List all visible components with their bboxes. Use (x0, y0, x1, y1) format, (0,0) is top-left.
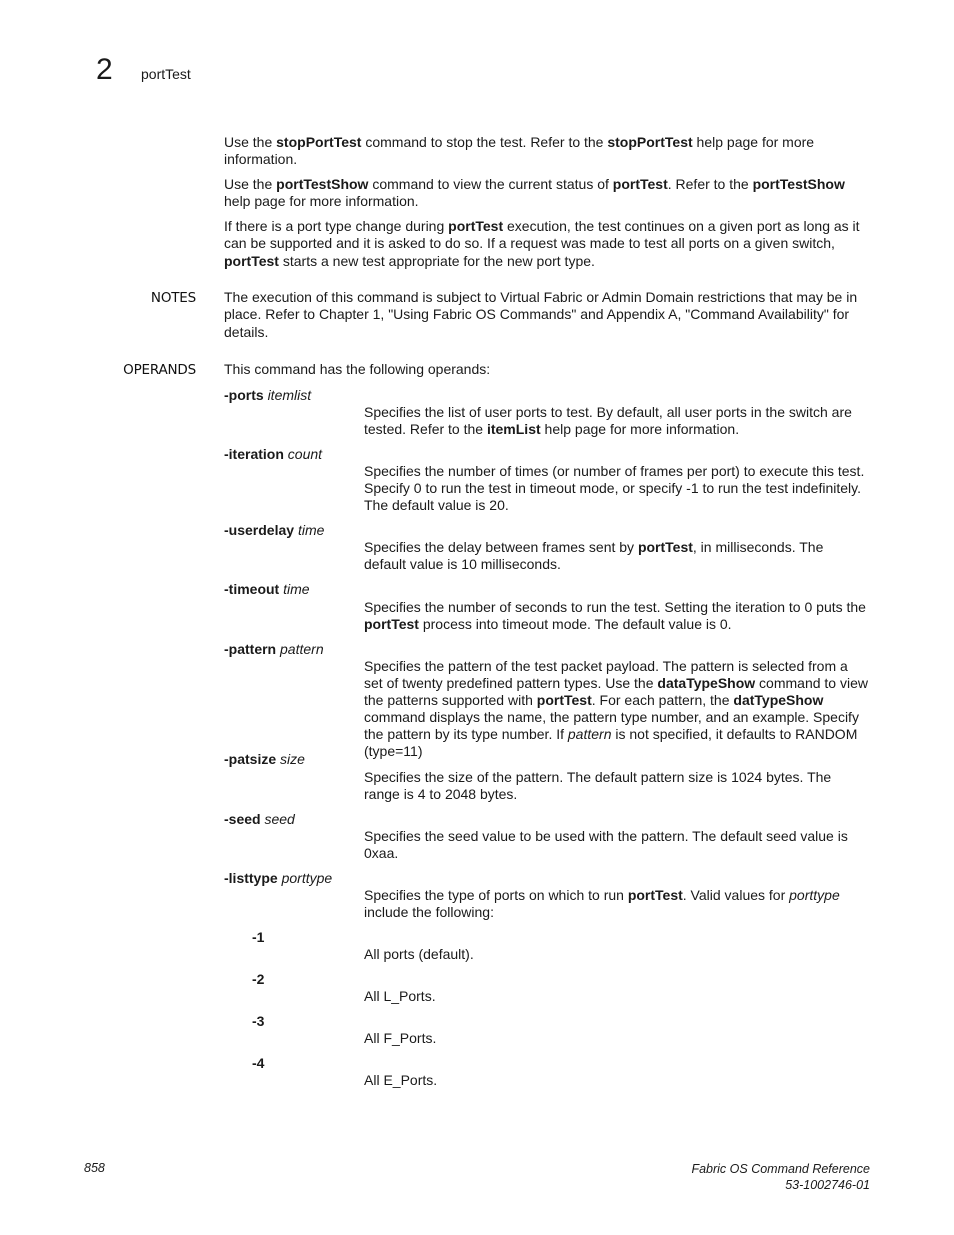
listtype-value-desc: All E_Ports. (364, 1072, 438, 1088)
listtype-value: -1 (252, 929, 265, 945)
doc-title: Fabric OS Command Reference (691, 1162, 870, 1176)
intro-paragraph-2: Use the portTestShow command to view the current status of portTest. Refer to the portTestShow help page for more information. (224, 176, 845, 210)
listtype-value: -4 (252, 1055, 265, 1071)
operand-ports-desc: Specifies the list of user ports to test. By default, all user ports in the switch are tested. Refer to the itemList help page for more information. (364, 404, 852, 437)
listtype-value-desc: All L_Ports. (364, 988, 436, 1004)
operand-seed-desc: Specifies the seed value to be used with the pattern. The default seed value is 0xaa. (364, 828, 848, 861)
operand-iteration-desc: Specifies the number of times (or number of frames per port) to execute this test. Specify 0 to run the test in timeout mode, or specify -1 to run the test indefinitely. The default value is 20. (364, 463, 865, 513)
notes-heading: NOTES (150, 290, 196, 306)
operand-timeout: -timeout time (224, 581, 310, 597)
operand-timeout-desc: Specifies the number of seconds to run the test. Setting the iteration to 0 puts the portTest process into timeout mode. The default value is 0. (364, 599, 866, 632)
intro-paragraph-1: Use the stopPortTest command to stop the test. Refer to the stopPortTest help page for more information. (224, 134, 815, 168)
intro-paragraph-3: If there is a port type change during portTest execution, the test continues on a given port as long as it can be supported and it is asked to do so. If a request was made to test all ports on a given switch, portTest starts a new test appropriate for the new port type. (224, 218, 860, 269)
footer-doc-info (691, 1161, 870, 1193)
operand-listtype: -listtype porttype (224, 870, 333, 886)
listtype-value-desc: All F_Ports. (364, 1030, 437, 1046)
listtype-value-desc: All ports (default). (364, 946, 474, 962)
operands-heading: OPERANDS (123, 362, 196, 378)
operand-patsize: -patsize size (224, 751, 305, 767)
operand-patsize-desc: Specifies the size of the pattern. The default pattern size is 1024 bytes. The range is 4 to 2048 bytes. (364, 769, 832, 802)
chapter-number: 2 (96, 53, 113, 86)
operands-intro: This command has the following operands: (224, 361, 491, 377)
chapter-title: portTest (141, 66, 191, 82)
listtype-value: -3 (252, 1013, 265, 1029)
doc-number: 53-1002746-01 (785, 1178, 870, 1192)
listtype-value: -2 (252, 971, 265, 987)
operand-iteration: -iteration count (224, 446, 323, 462)
notes-text: The execution of this command is subject to Virtual Fabric or Admin Domain restrictions that may be in place. Refer to Chapter 1, "Using Fabric OS Commands" and Appendix A, "Command Availability" for details. (224, 289, 858, 340)
operand-ports: -ports itemlist (224, 387, 312, 403)
operand-pattern-desc: Specifies the pattern of the test packet payload. The pattern is selected from a set of twenty predefined pattern types. Use the dataTypeShow command to view the patterns supported with portTest. For each pattern, the datTypeShow command displays the name, the pattern type number, and an example. Specify the pattern by its type number. If pattern is not specified, it defaults to RANDOM (type=11) (364, 658, 868, 759)
operand-userdelay: -userdelay time (224, 522, 325, 538)
operand-pattern: -pattern pattern (224, 641, 324, 657)
page-number: 858 (84, 1161, 105, 1175)
operand-listtype-desc: Specifies the type of ports on which to run portTest. Valid values for porttype include the following: (364, 887, 840, 920)
operand-userdelay-desc: Specifies the delay between frames sent by portTest, in milliseconds. The default value is 10 milliseconds. (364, 539, 824, 572)
operand-seed: -seed seed (224, 811, 295, 827)
